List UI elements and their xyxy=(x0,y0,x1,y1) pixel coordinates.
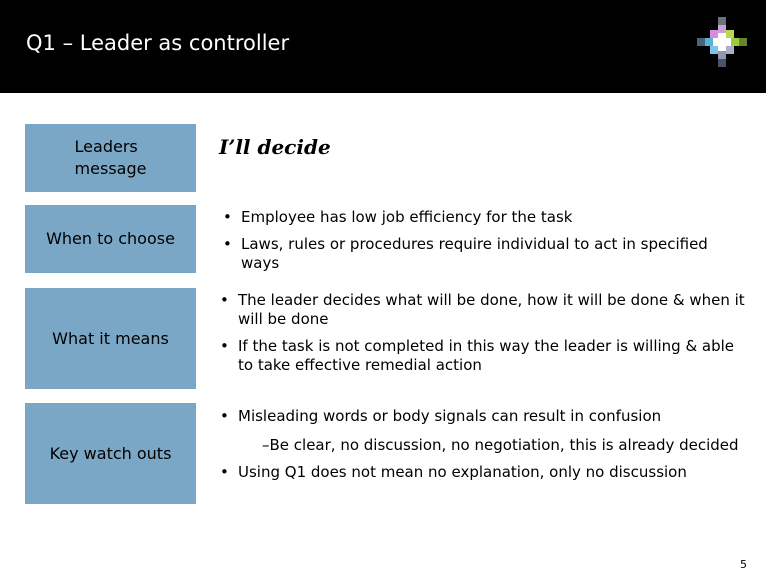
label-when-to-choose xyxy=(25,205,196,273)
page-number: 5 xyxy=(740,558,747,571)
label-leaders-message xyxy=(25,124,196,192)
four-point-star-logo-icon xyxy=(694,14,750,70)
label-key-watch-outs xyxy=(25,403,196,504)
label-leaders-message-line1: Leaders xyxy=(74,137,138,156)
list-item: • If the task is not completed in this way the leader is willing & able to take effective remedial action xyxy=(216,337,746,375)
list-item: • Using Q1 does not mean no explanation, only no discussion xyxy=(216,463,746,482)
header-bar xyxy=(0,0,766,93)
label-leaders-message-line2: message xyxy=(74,159,147,178)
list-item: • Employee has low job efficiency for the task xyxy=(219,208,739,227)
label-key-watch-outs-text: Key watch outs xyxy=(49,443,172,463)
watch-bullets xyxy=(216,407,746,482)
when-bullets xyxy=(219,208,739,273)
list-item: • Laws, rules or procedures require individual to act in specified ways xyxy=(219,235,739,273)
sub-list-item: –Be clear, no discussion, no negotiation, this is already decided xyxy=(262,436,739,454)
means-bullets xyxy=(216,291,746,375)
label-when-to-choose-text: When to choose xyxy=(46,229,175,248)
label-what-it-means xyxy=(25,288,196,389)
list-item: • Misleading words or body signals can result in confusion xyxy=(216,407,746,426)
label-what-it-means-text: What it means xyxy=(52,328,169,348)
list-item: • The leader decides what will be done, how it will be done & when it will be done xyxy=(216,291,746,329)
slide-title: Q1 – Leader as controller xyxy=(26,31,290,55)
message-headline: I’ll decide xyxy=(219,135,331,159)
